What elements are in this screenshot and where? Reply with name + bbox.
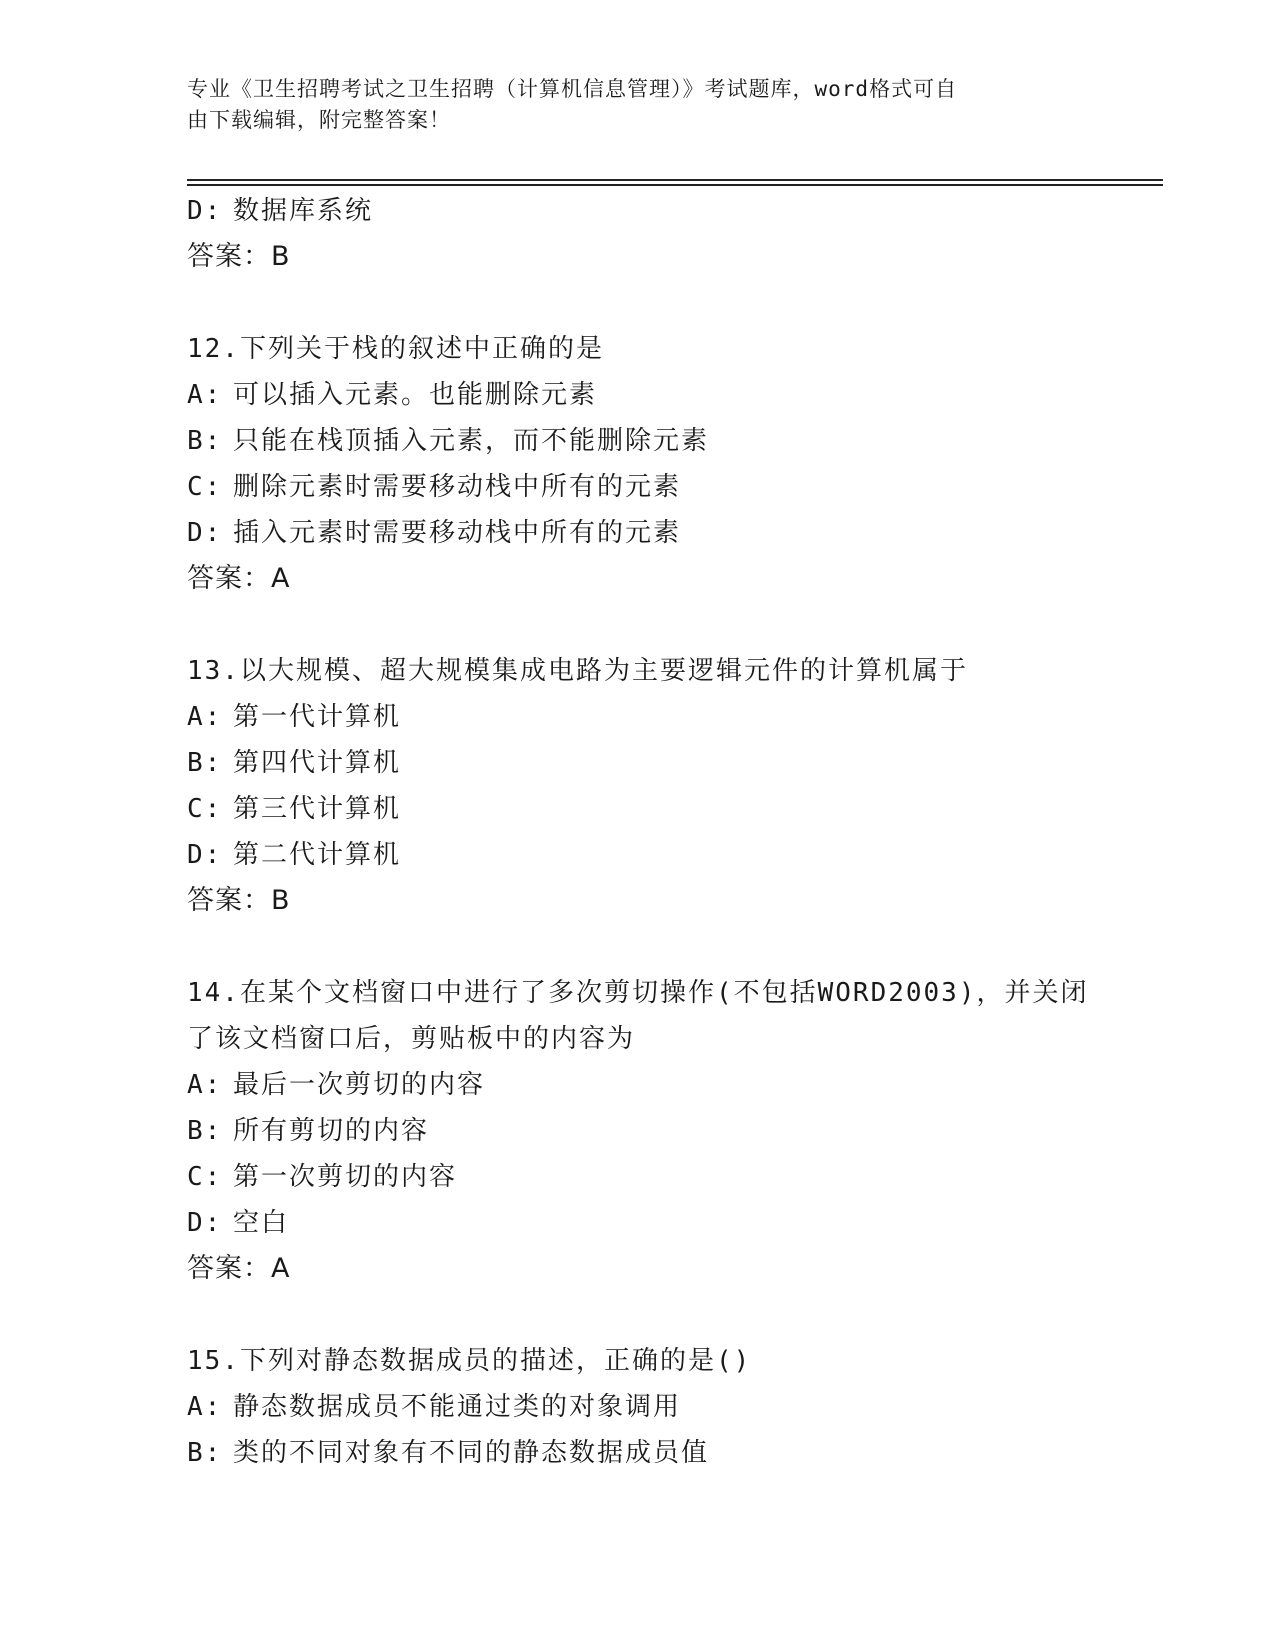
option-text: 第一代计算机 bbox=[233, 702, 402, 732]
option-text: 第二代计算机 bbox=[233, 840, 402, 870]
option-letter: D: bbox=[187, 1208, 223, 1238]
option-letter: B: bbox=[187, 748, 223, 778]
option-letter: A: bbox=[187, 1070, 223, 1100]
option-a bbox=[187, 1384, 1187, 1430]
option-text: 空白 bbox=[233, 1208, 290, 1238]
option-c bbox=[187, 464, 1187, 510]
option-d bbox=[187, 832, 1187, 878]
option-text: 类的不同对象有不同的静态数据成员值 bbox=[233, 1438, 710, 1468]
answer: 答案：B bbox=[187, 241, 291, 272]
option-text: 第三代计算机 bbox=[233, 794, 402, 824]
option-letter: C: bbox=[187, 1162, 223, 1192]
option-c bbox=[187, 786, 1187, 832]
option-letter: D: bbox=[187, 518, 223, 548]
option-d bbox=[187, 510, 1187, 556]
question-stem: 13.以大规模、超大规模集成电路为主要逻辑元件的计算机属于 bbox=[187, 656, 968, 686]
option-d bbox=[187, 188, 1187, 234]
document-header bbox=[187, 74, 1087, 136]
header-divider-top bbox=[187, 179, 1163, 181]
option-c bbox=[187, 1154, 1187, 1200]
option-b bbox=[187, 1108, 1187, 1154]
option-text: 所有剪切的内容 bbox=[233, 1116, 430, 1146]
answer: 答案：A bbox=[187, 1253, 291, 1284]
option-text: 数据库系统 bbox=[233, 196, 374, 226]
option-b bbox=[187, 1430, 1187, 1476]
option-text: 静态数据成员不能通过类的对象调用 bbox=[233, 1392, 682, 1422]
header-line-1: 专业《卫生招聘考试之卫生招聘（计算机信息管理）》考试题库，word格式可自 bbox=[187, 77, 958, 101]
option-text: 删除元素时需要移动栈中所有的元素 bbox=[233, 472, 682, 502]
option-text: 最后一次剪切的内容 bbox=[233, 1070, 486, 1100]
header-line-2: 由下载编辑，附完整答案！ bbox=[187, 108, 451, 132]
option-letter: A: bbox=[187, 1392, 223, 1422]
option-letter: B: bbox=[187, 426, 223, 456]
option-letter: C: bbox=[187, 794, 223, 824]
option-text: 可以插入元素。也能删除元素 bbox=[233, 380, 598, 410]
option-letter: A: bbox=[187, 380, 223, 410]
option-text: 插入元素时需要移动栈中所有的元素 bbox=[233, 518, 682, 548]
answer: 答案：A bbox=[187, 563, 291, 594]
option-text: 第一次剪切的内容 bbox=[233, 1162, 458, 1192]
option-letter: C: bbox=[187, 472, 223, 502]
option-d bbox=[187, 1200, 1187, 1246]
question-stem-line-2: 了该文档窗口后，剪贴板中的内容为 bbox=[187, 1024, 636, 1054]
question-list bbox=[187, 188, 1187, 1476]
question-stem: 15.下列对静态数据成员的描述，正确的是() bbox=[187, 1346, 752, 1376]
option-b bbox=[187, 418, 1187, 464]
option-text: 第四代计算机 bbox=[233, 748, 402, 778]
option-letter: A: bbox=[187, 702, 223, 732]
option-a bbox=[187, 1062, 1187, 1108]
option-letter: D: bbox=[187, 196, 223, 226]
option-text: 只能在栈顶插入元素，而不能删除元素 bbox=[233, 426, 710, 456]
answer: 答案：B bbox=[187, 885, 291, 916]
option-a bbox=[187, 372, 1187, 418]
option-letter: B: bbox=[187, 1438, 223, 1468]
question-stem: 12.下列关于栈的叙述中正确的是 bbox=[187, 334, 604, 364]
header-divider-bottom bbox=[187, 184, 1163, 186]
question-stem-line-1: 14.在某个文档窗口中进行了多次剪切操作(不包括WORD2003)，并关闭 bbox=[187, 978, 1089, 1008]
option-letter: D: bbox=[187, 840, 223, 870]
option-b bbox=[187, 740, 1187, 786]
option-a bbox=[187, 694, 1187, 740]
option-letter: B: bbox=[187, 1116, 223, 1146]
